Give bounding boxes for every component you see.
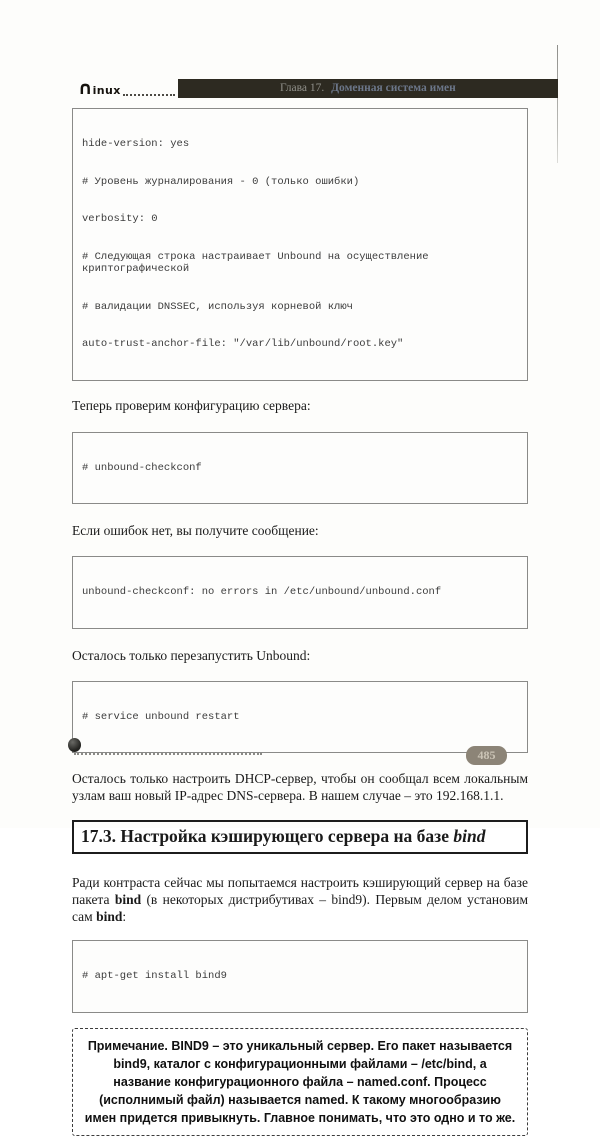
bind-term: bind: [96, 909, 123, 924]
code-line: # Следующая строка настраивает Unbound на осуществление криптографической: [82, 250, 435, 275]
paragraph-text: :: [122, 909, 127, 924]
code-block-checkconf-output: [72, 556, 528, 629]
paragraph-text: (в некоторых дистрибутивах – bind9). Первым делом установим сам: [72, 892, 528, 924]
code-block-unbound-conf: [72, 108, 528, 381]
note-box: [72, 1028, 528, 1136]
code-line: # apt-get install bind9: [82, 970, 227, 982]
code-block-checkconf-cmd: [72, 432, 528, 505]
code-line: hide-version: yes: [82, 138, 190, 150]
code-block-install-cmd: [72, 940, 528, 1013]
paragraph-dhcp: Осталось только настроить DHCP-сервер, чтобы он сообщал всем локальным узлам ваш новый IP-адрес DNS-сервера. В нашем случае – это 192.168.1.1.: [72, 771, 528, 803]
code-line: # service unbound restart: [82, 710, 240, 723]
page-content: [72, 108, 528, 1136]
linux-logo: [78, 80, 121, 98]
note-body: BIND9 – это уникальный сервер. Его пакет называется bind9, каталог с конфигурационными файлами – /etc/bind, а название конфигурационного файла – named.conf. Процесс (исполнимый файл) называется named. К такому многообразию имен придется привыкнуть. Главное понимать, что это одно и то же.: [84, 1038, 516, 1125]
logo-text: inux: [92, 84, 121, 97]
code-line: # валидации DNSSEC, используя корневой ключ: [82, 300, 353, 313]
chapter-number: Глава 17.: [279, 82, 325, 94]
header-dotted-line: [123, 94, 175, 96]
paragraph-no-errors: Если ошибок нет, вы получите сообщение:: [72, 523, 319, 538]
page-header: [78, 77, 558, 98]
paragraph-contrast: [72, 874, 528, 925]
section-heading-text: 17.3. Настройка кэширующего сервера на базе: [81, 826, 454, 846]
penguin-icon: ∩: [78, 78, 93, 99]
code-line: verbosity: 0: [82, 213, 158, 225]
paragraph-restart: Осталось только перезапустить Unbound:: [72, 647, 311, 663]
bind-term: bind: [114, 892, 142, 907]
footer-dotted-line: [74, 743, 262, 755]
code-line: # unbound-checkconf: [82, 461, 202, 474]
code-line: auto-trust-anchor-file: "/var/lib/unbound/root.key": [82, 338, 404, 350]
code-line: # Уровень журналирования - 0 (только ошибки): [82, 175, 360, 188]
paragraph-check-config: Теперь проверим конфигурацию сервера:: [72, 397, 311, 413]
chapter-header-bar: [178, 79, 558, 98]
note-label: Примечание.: [87, 1038, 168, 1053]
chapter-title: Доменная система имен: [331, 82, 456, 94]
page-edge-line: [557, 45, 558, 163]
section-heading-emphasis: bind: [453, 826, 486, 846]
section-heading-17-3: [72, 820, 528, 854]
paragraph-text: Ради контраста сейчас мы попытаемся настроить кэширующий сервер на базе пакета: [72, 875, 528, 907]
page-number-badge: 485: [466, 746, 507, 765]
code-line: unbound-checkconf: no errors in /etc/unbound/unbound.conf: [82, 586, 442, 598]
